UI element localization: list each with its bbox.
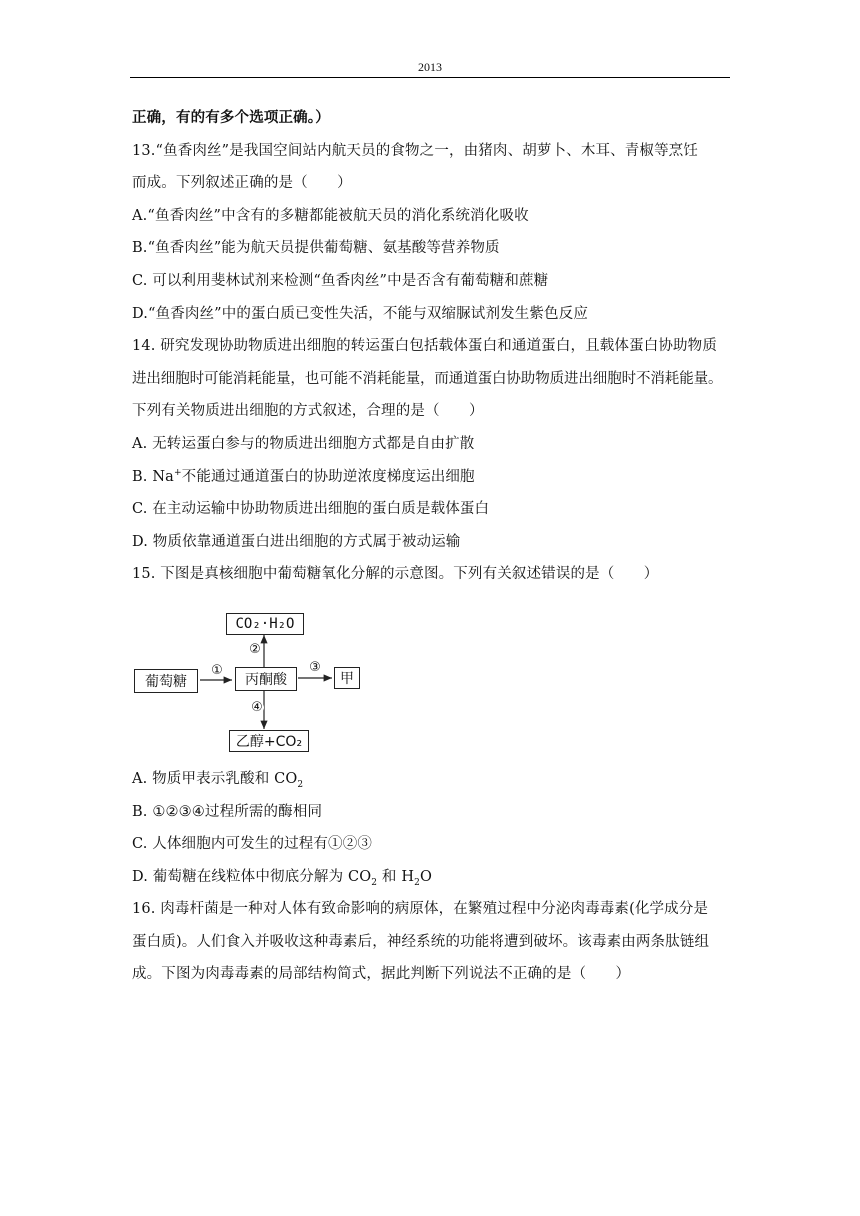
step-3-label: ③ <box>309 659 321 675</box>
q16-stem-line-2: 蛋白质)。人们食入并吸收这种毒素后，神经系统的功能将遭到破坏。该毒素由两条肽链组 <box>132 933 710 950</box>
q13-option-d: D.“鱼香肉丝”中的蛋白质已变性失活，不能与双缩脲试剂发生紫色反应 <box>132 305 588 322</box>
step-1-label: ① <box>211 662 223 678</box>
q14-option-b-prefix: B. Na <box>132 468 174 485</box>
q14-stem-line-3: 下列有关物质进出细胞的方式叙述，合理的是（ ） <box>132 403 484 420</box>
q15-option-d-subscript-2: 2 <box>414 877 421 888</box>
glucose-box: 葡萄糖 <box>134 669 198 693</box>
q15-option-d-text: D. 葡萄糖在线粒体中彻底分解为 CO <box>132 868 372 885</box>
question-14 <box>132 338 736 550</box>
q15-option-d-end: O <box>420 868 433 885</box>
q14-stem-line-1: 14. 研究发现协助物质进出细胞的转运蛋白包括载体蛋白和通道蛋白，且载体蛋白协助物质 <box>132 338 717 355</box>
top-product-box: CO₂·H₂O <box>226 613 304 635</box>
question-13 <box>132 143 736 322</box>
q13-option-b: B.“鱼香肉丝”能为航天员提供葡萄糖、氨基酸等营养物质 <box>132 240 500 257</box>
q15-option-a-text: A. 物质甲表示乳酸和 CO <box>132 770 298 787</box>
q15-option-d-subscript-1: 2 <box>371 877 378 888</box>
page-header-year: 2013 <box>418 60 442 74</box>
q15-option-b: B. ①②③④过程所需的酶相同 <box>132 803 323 820</box>
q16-stem-line-1: 16. 肉毒杆菌是一种对人体有致命影响的病原体，在繁殖过程中分泌肉毒毒素(化学成分是 <box>132 901 709 918</box>
header-divider <box>130 77 730 78</box>
q14-option-c: C. 在主动运输中协助物质进出细胞的蛋白质是载体蛋白 <box>132 501 490 518</box>
q15-option-d <box>132 868 736 888</box>
q14-option-a: A. 无转运蛋白参与的物质进出细胞方式都是自由扩散 <box>132 435 475 452</box>
q15-option-c: C. 人体细胞内可发生的过程有①②③ <box>132 836 372 853</box>
q14-option-d: D. 物质依靠通道蛋白进出细胞的方式属于被动运输 <box>132 533 461 550</box>
q13-stem-line-2: 而成。下列叙述正确的是（ ） <box>132 175 352 192</box>
q16-stem-line-3: 成。下图为肉毒毒素的局部结构简式，据此判断下列说法不正确的是（ ） <box>132 966 631 983</box>
q14-option-b-text: 不能通过通道蛋白的协助逆浓度梯度运出细胞 <box>181 468 475 485</box>
q13-stem-line-1: 13.“鱼香肉丝”是我国空间站内航天员的食物之一，由猪肉、胡萝卜、木耳、青椒等烹饪 <box>132 142 699 159</box>
step-2-label: ② <box>249 641 261 657</box>
q14-option-b-superscript: + <box>173 467 182 478</box>
q15-option-a <box>132 770 736 790</box>
document-body <box>132 110 736 999</box>
product-jia-box: 甲 <box>334 667 360 689</box>
section-intro: 正确，有的有多个选项正确。） <box>132 109 330 126</box>
bottom-product-box: 乙醇+CO₂ <box>229 730 309 752</box>
step-4-label: ④ <box>251 699 263 715</box>
q14-stem-line-2: 进出细胞时可能消耗能量，也可能不消耗能量，而通道蛋白协助物质进出细胞时不消耗能量。 <box>132 370 723 387</box>
q13-option-c: C. 可以利用斐林试剂来检测“鱼香肉丝”中是否含有葡萄糖和蔗糖 <box>132 272 549 289</box>
q13-option-a: A.“鱼香肉丝”中含有的多糖都能被航天员的消化系统消化吸收 <box>132 207 529 224</box>
q15-option-d-mid: 和 H <box>377 868 415 885</box>
q15-stem: 15. 下图是真核细胞中葡萄糖氧化分解的示意图。下列有关叙述错误的是（ ） <box>132 566 659 583</box>
q15-option-a-subscript: 2 <box>297 779 304 790</box>
question-15 <box>132 566 736 888</box>
q14-option-b <box>132 469 736 485</box>
pyruvate-box: 丙酮酸 <box>235 667 297 691</box>
glucose-metabolism-diagram <box>132 599 392 751</box>
question-16 <box>132 901 736 982</box>
